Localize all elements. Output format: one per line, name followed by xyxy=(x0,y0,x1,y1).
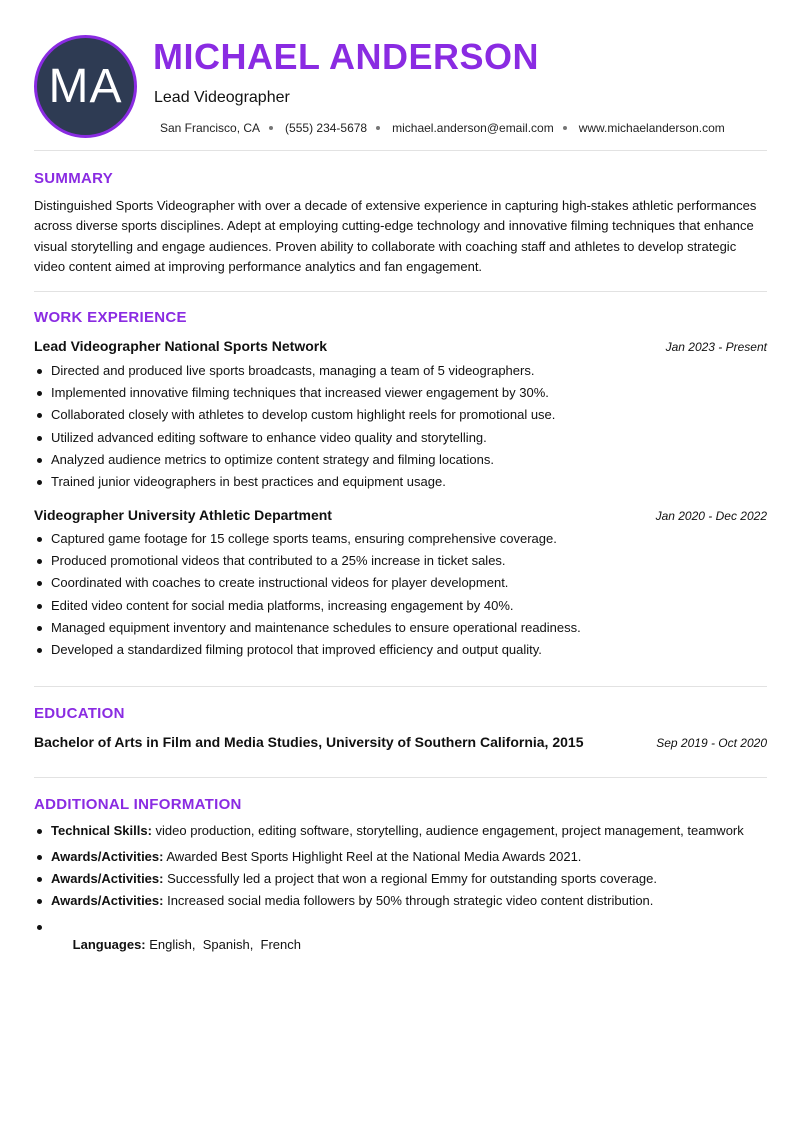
list-item xyxy=(34,870,769,892)
education-date: Sep 2019 - Oct 2020 xyxy=(656,736,767,750)
divider xyxy=(34,777,767,778)
avatar-initials: MA xyxy=(48,60,123,113)
list-item xyxy=(34,848,769,870)
candidate-role: Lead Videographer xyxy=(154,89,290,106)
divider xyxy=(34,686,767,687)
candidate-name: MICHAEL ANDERSON xyxy=(153,36,540,77)
summary-heading: SUMMARY xyxy=(34,170,114,187)
list-item: Directed and produced live sports broadcasts, managing a team of 5 videographers. xyxy=(34,362,769,384)
contact-email[interactable]: michael.anderson@email.com xyxy=(392,121,554,135)
separator-dot-icon xyxy=(376,126,380,130)
list-item: Implemented innovative filming techniques that increased viewer engagement by 30%. xyxy=(34,384,769,406)
summary-text: Distinguished Sports Videographer with over a decade of extensive experience in capturing high-stakes athletic performances across diverse sports disciplines. Adept at employing cutting-edge technology and innovative filming techniques that enhance visual storytelling and engage audiences. Proven ability to collaborate with coaching staff and athletes to develop strategic video content aimed at improving performance analytics and fan engagement. xyxy=(34,198,757,274)
job-date: Jan 2023 - Present xyxy=(665,340,767,354)
job-bullets xyxy=(34,530,769,663)
list-item xyxy=(34,892,769,918)
divider xyxy=(34,150,767,151)
list-item: Analyzed audience metrics to optimize content strategy and filming locations. xyxy=(34,451,769,473)
separator-dot-icon xyxy=(269,126,273,130)
contact-website[interactable]: www.michaelanderson.com xyxy=(578,121,725,135)
education-degree: Bachelor of Arts in Film and Media Studies, University of Southern California, 2015 xyxy=(34,734,584,750)
divider xyxy=(34,291,767,292)
list-item: Coordinated with coaches to create instructional videos for player development. xyxy=(34,574,769,596)
avatar xyxy=(34,35,137,138)
item-label: Technical Skills: xyxy=(51,823,152,838)
education-heading: EDUCATION xyxy=(34,705,125,722)
contact-line xyxy=(160,121,725,135)
item-text: English, Spanish, French xyxy=(145,937,301,953)
item-text: Awarded Best Sports Highlight Reel at the National Media Awards 2021. xyxy=(163,849,582,864)
job-header xyxy=(34,338,767,354)
job-bullets xyxy=(34,362,769,495)
job-date: Jan 2020 - Dec 2022 xyxy=(655,509,767,523)
item-text: video production, editing software, storytelling, audience engagement, project management, teamwork xyxy=(151,823,744,838)
list-item: Trained junior videographers in best practices and equipment usage. xyxy=(34,473,769,495)
item-text: Increased social media followers by 50% through strategic video content distribution. xyxy=(163,893,654,909)
education-row xyxy=(34,734,767,750)
list-item: Collaborated closely with athletes to develop custom highlight reels for promotional use. xyxy=(34,406,769,428)
job-title: Lead Videographer National Sports Network xyxy=(34,338,328,354)
experience-heading: WORK EXPERIENCE xyxy=(34,309,187,326)
contact-location: San Francisco, CA xyxy=(160,121,261,135)
job-title: Videographer University Athletic Department xyxy=(34,507,332,523)
additional-heading: ADDITIONAL INFORMATION xyxy=(34,796,242,813)
contact-phone: (555) 234-5678 xyxy=(285,121,368,135)
list-item: Captured game footage for 15 college sports teams, ensuring comprehensive coverage. xyxy=(34,530,769,552)
item-label: Awards/Activities: xyxy=(51,871,164,887)
item-text: Successfully led a project that won a regional Emmy for outstanding sports coverage. xyxy=(163,871,657,887)
item-label: Awards/Activities: xyxy=(51,849,164,864)
separator-dot-icon xyxy=(563,126,567,130)
additional-list xyxy=(34,822,769,953)
list-item xyxy=(34,822,769,848)
list-item: Developed a standardized filming protocol that improved efficiency and output quality. xyxy=(34,641,769,663)
list-item: Edited video content for social media platforms, increasing engagement by 40%. xyxy=(34,597,769,619)
item-label: Languages: xyxy=(72,937,146,953)
list-item xyxy=(34,918,769,953)
list-item: Utilized advanced editing software to enhance video quality and storytelling. xyxy=(34,429,769,451)
list-item: Produced promotional videos that contributed to a 25% increase in ticket sales. xyxy=(34,552,769,574)
item-label: Awards/Activities: xyxy=(51,893,164,909)
job-header xyxy=(34,507,767,523)
list-item: Managed equipment inventory and maintenance schedules to ensure operational readiness. xyxy=(34,619,769,641)
